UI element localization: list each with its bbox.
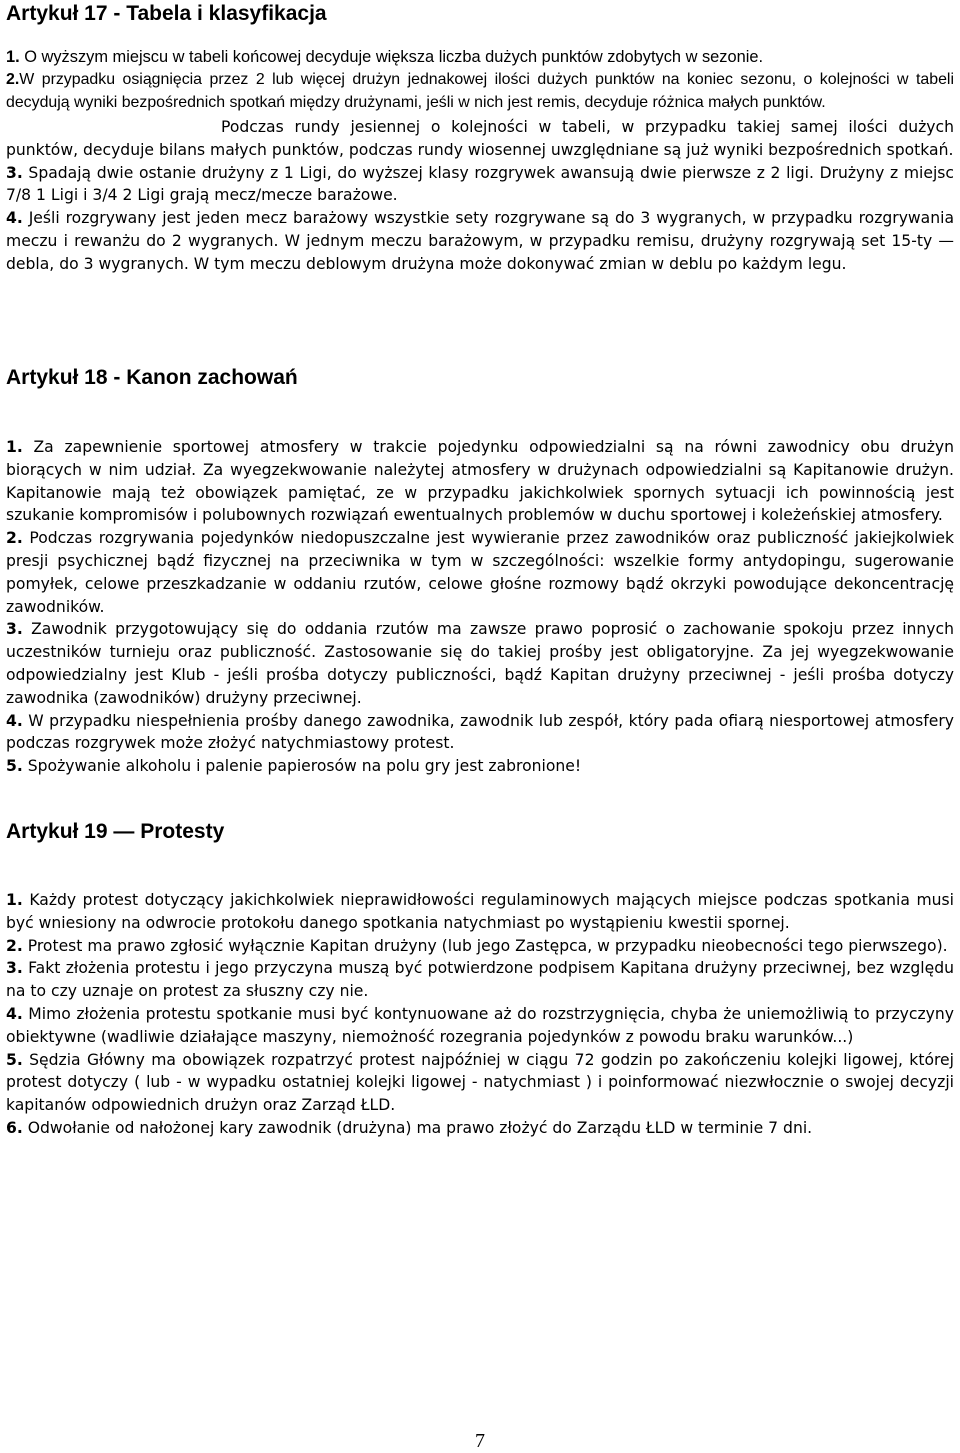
art19-point-1 — [6, 889, 954, 935]
point-number: 1. — [6, 48, 20, 66]
art18-point-1 — [6, 436, 954, 527]
point-number: 4. — [6, 209, 23, 228]
point-text: Spadają dwie ostanie drużyny z 1 Ligi, do wyższej klasy rozgrywek awansują dwie pierwsze z 2 ligi. Drużyny z miejsc 7/8 1 Ligi i 3/4 2 Ligi grają mecz/mecze barażowe. — [6, 163, 954, 205]
point-number: 1. — [6, 891, 23, 909]
point-number: 3. — [6, 959, 23, 978]
art18-point-3 — [6, 618, 954, 709]
art17-point-4 — [6, 207, 954, 275]
art17-point-3 — [6, 162, 954, 208]
point-text: Fakt złożenia protestu i jego przyczyna muszą być potwierdzone podpisem Kapitana drużyny przeciwnej, bez względu na to czy uznaje on protest za słuszny czy nie. — [6, 959, 954, 1001]
point-number: 5. — [6, 1050, 23, 1069]
art19-point-6 — [6, 1117, 954, 1140]
point-text: Podczas rundy jesiennej o kolejności w tabeli, w przypadku takiej samej ilości dużych punktów, decyduje bilans małych punktów, podczas rundy wiosennej uwzględniane są już wyniki bezpośrednich spotkań. — [6, 118, 954, 159]
point-text: Podczas rozgrywania pojedynków niedopuszczalne jest wywieranie przez zawodników oraz publiczność jakiejkolwiek presji psychicznej bądź fizycznej na przeciwnika w tym w szczególności: wszelkie formy antydopingu, sugerowanie pomyłek, celowe przeszkadzanie w oddaniu rzutów, celowe głośne rozmowy bądź okrzyki powodujące dekoncentrację zawodników. — [6, 529, 954, 616]
point-number: 2. — [6, 936, 23, 955]
point-text: Odwołanie od nałożonej kary zawodnik (drużyna) ma prawo złożyć do Zarządu ŁLD w terminie 7 dni. — [22, 1118, 813, 1137]
point-text: Mimo złożenia protestu spotkanie musi być kontynuowane aż do rozstrzygnięcia, chyba że uniemożliwią to przyczyny obiektywne (wadliwie działające maszyny, niemożność rozegrania pojedynków z powodu braku warunków...) — [6, 1004, 954, 1046]
article-17-title: Artykuł 17 - Tabela i klasyfikacja — [6, 2, 327, 25]
article-18-title: Artykuł 18 - Kanon zachowań — [6, 366, 298, 389]
page-number: 7 — [475, 1430, 485, 1452]
point-number: 4. — [6, 711, 23, 730]
article-18-body — [6, 436, 954, 778]
art18-point-5 — [6, 755, 954, 778]
point-number: 2. — [6, 70, 20, 88]
point-text: Za zapewnienie sportowej atmosfery w trakcie pojedynku odpowiedzialni są na równi zawodnicy obu drużyn biorących w nim udział. Za wyegzekwowanie należytej atmosfery w drużynach odpowiedzialni są Kapitanowie drużyn. Kapitanowie mają też obowiązek pamiętać, ze w przypadku jakichkolwiek spornych sytuacji ich powinnością jest szukanie kompromisów i polubownych rozwiązań ewentualnych problemów w duchu sportowej i koleżeńskiej atmosfery. — [6, 438, 954, 525]
art19-point-5 — [6, 1049, 954, 1117]
point-number: 3. — [6, 620, 23, 639]
point-number: 5. — [6, 757, 23, 776]
point-text: Spożywanie alkoholu i palenie papierosów na polu gry jest zabronione! — [22, 757, 582, 776]
art17-point-2 — [6, 69, 954, 115]
article-17-body-cont — [6, 116, 954, 276]
art19-point-2 — [6, 935, 954, 958]
point-text: Zawodnik przygotowujący się do oddania rzutów ma zawsze prawo poprosić o zachowanie spokoju przez innych uczestników turnieju oraz publiczność. Zastosowanie się do takiej prośby jest obligatoryjne. Za jej wyegzekwowanie odpowiedzialny jest Klub - jeśli prośba dotyczy publiczności, bądź Kapitan drużyny przeciwnej - jeśli prośba dotyczy zawodnika (zawodników) drużyny przeciwnej. — [6, 620, 954, 707]
article-19-title: Artykuł 19 — Protesty — [6, 820, 225, 843]
art19-point-3 — [6, 957, 954, 1003]
art17-point-2-cont — [6, 116, 954, 162]
point-number: 1. — [6, 438, 23, 456]
point-text: Sędzia Główny ma obowiązek rozpatrzyć protest najpóźniej w ciągu 72 godzin po zakończeniu kolejki ligowej, której protest dotyczy ( lub - w wypadku ostatniej kolejki ligowej - natychmiast ) i poinformować niezwłocznie o swojej decyzji kapitanów odpowiednich drużyn oraz Zarząd ŁLD. — [6, 1050, 954, 1115]
point-text: O wyższym miejscu w tabeli końcowej decyduje większa liczba dużych punktów zdobytych w sezonie. — [19, 48, 764, 66]
point-number: 4. — [6, 1004, 23, 1023]
point-number: 6. — [6, 1118, 23, 1137]
point-number: 2. — [6, 529, 23, 548]
point-text: Protest ma prawo zgłosić wyłącznie Kapitan drużyny (lub jego Zastępca, w przypadku nieobecności tego pierwszego). — [22, 936, 948, 955]
point-text: Każdy protest dotyczący jakichkolwiek nieprawidłowości regulaminowych mających miejsce podczas spotkania musi być wniesiony na odwrocie protokołu danego spotkania natychmiast po wystąpieniu kwestii spornej. — [6, 891, 954, 932]
art19-point-4 — [6, 1003, 954, 1049]
point-text: Jeśli rozgrywany jest jeden mecz barażowy wszystkie sety rozgrywane są do 3 wygranych, w przypadku rozgrywania meczu i rewanżu do 2 wygranych. W jednym meczu barażowym, w przypadku remisu, drużyny rozgrywają set 15-ty — debla, do 3 wygranych. W tym meczu deblowym drużyna może dokonywać zmian w deblu po każdym legu. — [6, 209, 954, 273]
article-19-body — [6, 889, 954, 1140]
point-number: 3. — [6, 163, 23, 182]
art18-point-4 — [6, 710, 954, 756]
art18-point-2 — [6, 527, 954, 618]
art17-point-1 — [6, 46, 954, 69]
article-17-body — [6, 46, 954, 114]
point-text: W przypadku niespełnienia prośby danego zawodnika, zawodnik lub zespół, który pada ofiarą niesportowej atmosfery podczas rozgrywek może złożyć natychmiastowy protest. — [6, 711, 954, 753]
point-text: W przypadku osiągnięcia przez 2 lub więcej drużyn jednakowej ilości dużych punktów na koniec sezonu, o kolejności w tabeli decydują wyniki bezpośrednich spotkań między drużynami, jeśli w nich jest remis, decyduje różnica małych punktów. — [6, 70, 954, 111]
